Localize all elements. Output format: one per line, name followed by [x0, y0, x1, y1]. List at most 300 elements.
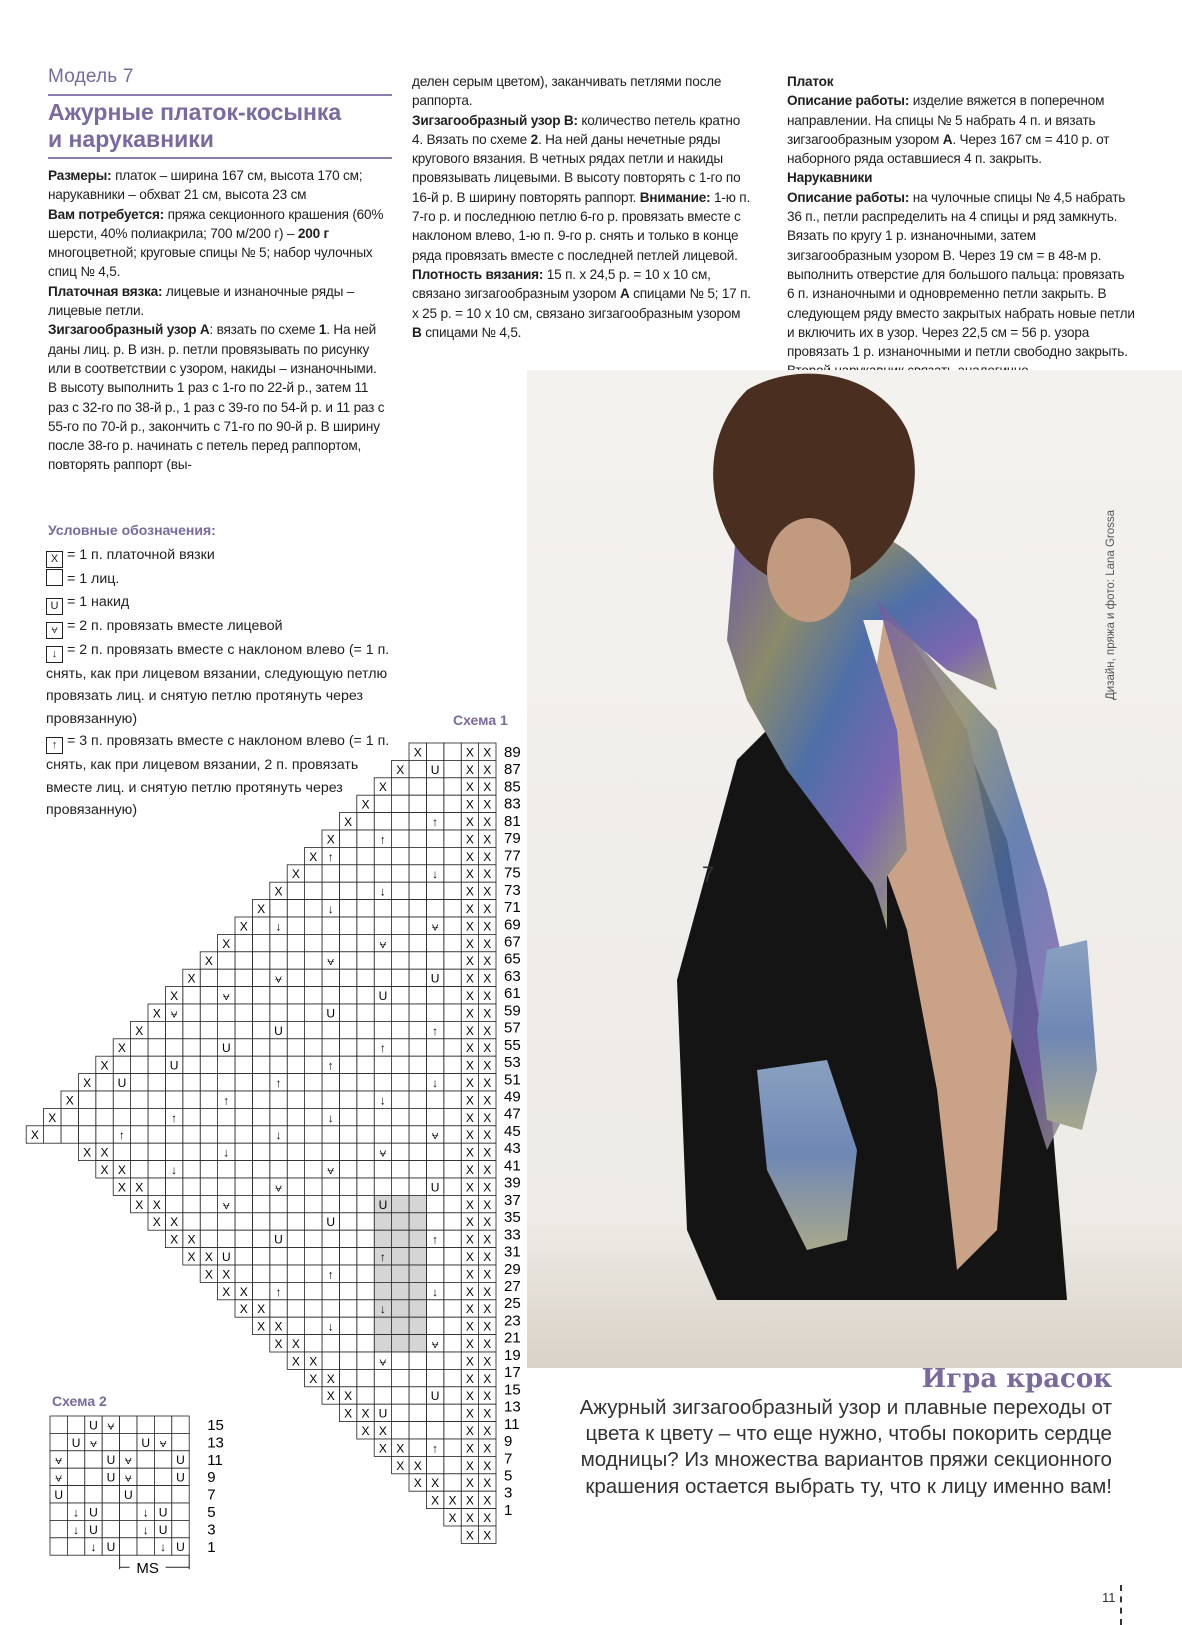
- chart-symbol: ↓: [171, 1163, 178, 1177]
- chart-symbol: X: [361, 797, 370, 812]
- chart-symbol: X: [483, 1215, 492, 1230]
- chart-symbol: X: [483, 1041, 492, 1056]
- chart-symbol: X: [465, 1250, 474, 1264]
- chart-symbol: ⩝: [124, 1470, 132, 1485]
- sleeve-desc-text: на чулочные спицы № 4,5 набрать 36 п., петли распределить на 4 спицы и ряд замкнуть. Вязать по кругу 1 р. изнаночными, затем зигзагообразным узором В. Через 19 см = в 48-м р. выполнить отверстие для большого пальца: провязать 6 п. изнаночными и одновременно петли закрыть. В следующем ряду вместо закрытых набрать новые петли и включить их в узор. Через 22,5 см = 56 р. узора провязать 1 р. изнаночными и петли свободно закрыть.: [787, 189, 1135, 360]
- chart-symbol: X: [465, 919, 474, 934]
- chart-symbol: U: [106, 1540, 116, 1555]
- chart-symbol: X: [483, 1023, 492, 1038]
- chart-symbol: ↑: [432, 815, 439, 829]
- legend-text: = 1 лиц.: [67, 571, 120, 587]
- row-number: 33: [504, 1226, 521, 1244]
- chart-symbol: X: [187, 1250, 196, 1264]
- chart-symbol: ⩝: [379, 1145, 387, 1160]
- chart-symbol: X: [483, 832, 492, 847]
- chart-symbol: X: [396, 1458, 405, 1473]
- chart-cell: [172, 1520, 189, 1537]
- chart-symbol: X: [239, 919, 248, 934]
- chart-symbol: X: [465, 1232, 474, 1247]
- chart-symbol: ↓: [142, 1522, 149, 1537]
- chart-symbol: U: [378, 1197, 388, 1212]
- chart-symbol: X: [465, 849, 474, 864]
- chart-cell: [50, 1520, 67, 1537]
- chart-symbol: X: [465, 815, 474, 829]
- chart-symbol: X: [448, 1511, 457, 1525]
- chart-symbol: X: [465, 1197, 474, 1212]
- row-number: 49: [504, 1088, 521, 1106]
- chart-symbol: ⩝: [90, 1435, 97, 1450]
- chart-symbol: X: [483, 1076, 492, 1090]
- chart-symbol: X: [135, 1023, 144, 1038]
- chart-symbol: X: [483, 1284, 492, 1299]
- needs-text-2: многоцветной; круговые спицы № 5; набор чулочных спиц № 4,5.: [48, 245, 373, 280]
- row-number: 17: [504, 1364, 521, 1382]
- chart-symbol: ↑: [379, 1250, 386, 1264]
- chart-symbol: X: [483, 971, 492, 986]
- chart-symbol: X: [257, 1302, 266, 1317]
- chart-symbol: X: [257, 1319, 266, 1334]
- chart-cell: [85, 1486, 102, 1503]
- chart-symbol: X: [465, 1145, 474, 1160]
- legend-text: = 1 накид: [67, 593, 130, 610]
- chart-symbol: X: [257, 902, 266, 916]
- row-number: 55: [504, 1036, 521, 1054]
- chart-symbol: X: [483, 1232, 492, 1247]
- attention-label: Внимание:: [639, 189, 711, 205]
- chart-symbol: X: [483, 1389, 492, 1404]
- density-label: Плотность вязания:: [412, 266, 544, 282]
- chart-symbol: X: [483, 884, 492, 899]
- chart-symbol: ↑: [327, 849, 334, 864]
- chart-symbol: U: [274, 1232, 283, 1247]
- sizes-label: Размеры:: [48, 168, 112, 183]
- chart-symbol: ↑: [327, 1267, 334, 1282]
- chart-symbol: X: [483, 1371, 492, 1386]
- chart-symbol: U: [274, 1023, 283, 1038]
- chart-symbol: X: [465, 902, 474, 916]
- row-number: 75: [504, 864, 521, 882]
- row-number: 3: [504, 1484, 513, 1502]
- sizes-text: платок – ширина 167 см, высота 170 см; нарукавники – обхват 21 см, высота 23 см: [48, 168, 363, 203]
- row-number: 9: [207, 1469, 216, 1487]
- chart-symbol: X: [483, 1250, 492, 1264]
- chart-symbol: X: [465, 832, 474, 847]
- chart-symbol: ⩝: [431, 919, 439, 934]
- chart-cell: [120, 1416, 137, 1433]
- chart-symbol: U: [106, 1453, 116, 1468]
- schema-1-label: Схема 1: [453, 712, 508, 728]
- chart-symbol: U: [378, 989, 388, 1003]
- chart-symbol: ↓: [160, 1540, 167, 1555]
- chart-symbol: X: [239, 1284, 248, 1299]
- chart-symbol: ↑: [432, 1023, 439, 1038]
- chart-symbol: ⩝: [431, 1128, 439, 1143]
- chart-symbol: X: [465, 1406, 474, 1421]
- chart-symbol: ⩝: [159, 1435, 167, 1450]
- chart-symbol: U: [158, 1522, 168, 1537]
- chart-symbol: X: [152, 1197, 161, 1212]
- chart-symbol: ↓: [275, 1128, 282, 1143]
- chart-symbol: X: [465, 1389, 474, 1404]
- chart-symbol: X: [83, 1076, 92, 1090]
- chart-symbol: X: [483, 954, 492, 969]
- chart-symbol: X: [413, 745, 422, 760]
- chart-symbol: X: [361, 1406, 370, 1421]
- row-number: 3: [207, 1521, 216, 1539]
- chart-symbol: X: [396, 762, 405, 777]
- zigzag-a-label: Зигзагообразный узор А: [48, 322, 210, 338]
- chart-symbol: X: [204, 1267, 213, 1282]
- chart-symbol: X: [483, 1267, 492, 1282]
- garter-stitch-symbol-icon: X: [46, 551, 63, 568]
- chart-cell: [102, 1503, 119, 1520]
- chart-symbol: X: [117, 1041, 126, 1056]
- row-number: 41: [504, 1157, 521, 1175]
- shawl-heading-text: Платок: [787, 74, 834, 89]
- chart-symbol: X: [465, 1076, 474, 1090]
- attention-text: 1-ю п. 7-го р. и последнюю петлю 6-го р. провязать вместе с наклоном влево, 1-ю п. 9-го р. снять и только в конце ряда провязать вместе с последней петлей лицевой.: [412, 189, 751, 263]
- chart-symbol: X: [274, 1319, 283, 1334]
- density-text: 15 п. х 24,5 р. = 10 х 10 см, связано зигзагообразным узором: [412, 266, 711, 302]
- chart-cell: [102, 1520, 119, 1537]
- chart-symbol: X: [65, 1093, 74, 1108]
- chart-symbol: X: [465, 1337, 474, 1351]
- chart-symbol: X: [117, 1180, 126, 1195]
- chart-cell: [67, 1451, 84, 1468]
- row-number: 15: [207, 1417, 224, 1434]
- chart-cell: [172, 1433, 189, 1450]
- chart-symbol: X: [465, 1284, 474, 1299]
- chart-symbol: X: [483, 745, 492, 760]
- row-number: 39: [504, 1174, 521, 1192]
- chart-symbol: X: [187, 971, 196, 986]
- row-number: 53: [504, 1054, 521, 1072]
- density-a: А: [619, 286, 630, 302]
- legend-text: = 3 п. провязать вместе с наклоном влево (= 1 п. снять, как при лицевом вязании, 2 п. провязать вместе лиц. и снятую петлю протянуть через провязанную): [46, 733, 390, 818]
- chart-symbol: U: [430, 1389, 440, 1404]
- chart-symbol: X: [396, 1441, 405, 1456]
- garter-text: лицевые и изнаночные ряды – лицевые петли.: [48, 283, 355, 319]
- sleeve-heading-text: Нарукавники: [787, 170, 873, 186]
- chart-symbol: X: [187, 1232, 196, 1247]
- chart-symbol: X: [413, 1476, 422, 1491]
- chart-symbol: X: [309, 1354, 318, 1369]
- chart-symbol: X: [483, 1406, 492, 1421]
- chart-symbol: U: [378, 1406, 388, 1421]
- chart-symbol: X: [483, 1163, 492, 1177]
- chart-symbol: ↓: [432, 1284, 439, 1299]
- chart-symbol: X: [465, 1128, 474, 1143]
- chart-symbol: X: [483, 1476, 492, 1491]
- chart-symbol: X: [465, 1441, 474, 1456]
- chart-symbol: X: [326, 1371, 335, 1386]
- row-number: 73: [504, 881, 521, 899]
- chart-symbol: X: [465, 1528, 474, 1543]
- chart-symbol: U: [430, 762, 440, 777]
- row-number: 23: [504, 1312, 521, 1330]
- chart-symbol: X: [100, 1145, 109, 1160]
- chart-symbol: U: [176, 1470, 185, 1485]
- chart-symbol: X: [465, 797, 474, 812]
- chart-symbol: ⩝: [275, 1180, 282, 1195]
- chart-symbol: X: [465, 1163, 474, 1177]
- chart-symbol: U: [141, 1435, 151, 1450]
- shawl-desc-label: Описание работы:: [787, 93, 910, 109]
- chart-symbol: X: [465, 1215, 474, 1230]
- row-number: 81: [504, 812, 521, 830]
- chart-symbol: X: [465, 867, 474, 882]
- row-number: 61: [504, 985, 521, 1003]
- chart-symbol: X: [83, 1145, 92, 1160]
- legend-title: Условные обозначения:: [48, 522, 216, 538]
- model-photo: [527, 370, 1182, 1368]
- chart-symbol: X: [483, 1128, 492, 1143]
- chart-symbol: X: [465, 1180, 474, 1195]
- row-number: 85: [504, 778, 521, 796]
- chart-cell: [67, 1416, 84, 1433]
- chart-symbol: X: [448, 1493, 457, 1508]
- chart-symbol: X: [170, 989, 179, 1003]
- row-number: 43: [504, 1140, 521, 1158]
- chart-cell: [50, 1503, 67, 1520]
- row-number: 13: [504, 1398, 521, 1416]
- chart-symbol: X: [465, 936, 474, 951]
- chart-cell: [120, 1433, 137, 1450]
- model-photo-illustration: [527, 370, 1182, 1368]
- chart-symbol: X: [483, 1337, 492, 1351]
- chart-symbol: U: [176, 1540, 185, 1555]
- row-number: 9: [504, 1433, 513, 1451]
- chart-symbol: ↑: [118, 1128, 125, 1143]
- chart-cell: [67, 1538, 84, 1555]
- chart-symbol: ↑: [275, 1076, 282, 1090]
- chart-symbol: U: [158, 1505, 168, 1520]
- chart-cell: [50, 1538, 67, 1555]
- row-number: 11: [207, 1451, 223, 1469]
- chart-symbol: X: [204, 954, 213, 969]
- row-number: 21: [504, 1329, 521, 1347]
- row-number: 57: [504, 1019, 521, 1037]
- chart-symbol: X: [483, 1006, 492, 1021]
- k2tog-symbol-icon: ⩝: [46, 622, 63, 639]
- model-label: Модель 7: [48, 66, 134, 87]
- chart-symbol: ↓: [432, 867, 439, 882]
- chart-symbol: X: [274, 1337, 283, 1351]
- shawl-desc-bold: А: [942, 131, 953, 147]
- chart-symbol: X: [152, 1215, 161, 1230]
- chart-symbol: ⩝: [170, 1006, 178, 1021]
- chart-symbol: ⩝: [55, 1453, 63, 1468]
- zigzag-b-text: количество петель кратно 4. Вязать по схеме: [412, 112, 741, 147]
- row-number: 69: [504, 916, 521, 934]
- row-number: 87: [504, 761, 521, 779]
- row-number: 51: [504, 1071, 521, 1089]
- chart-symbol: X: [483, 1511, 492, 1525]
- chart-symbol: X: [483, 1493, 492, 1508]
- chart-symbol: ↑: [379, 1041, 386, 1056]
- chart-symbol: X: [413, 1458, 422, 1473]
- chart-symbol: X: [100, 1058, 109, 1073]
- zigzag-a-bold: 1: [318, 322, 327, 338]
- chart-symbol: ↓: [275, 919, 282, 934]
- chart-symbol: ↓: [379, 884, 386, 899]
- row-number: 7: [504, 1450, 513, 1468]
- chart-symbol: ⩝: [275, 971, 282, 986]
- chart-cell: [154, 1486, 171, 1503]
- chart-cell: [67, 1486, 84, 1503]
- page-number: 11: [1102, 1590, 1116, 1605]
- chart-symbol: U: [106, 1470, 116, 1485]
- chart-symbol: U: [71, 1435, 81, 1450]
- chart-symbol: X: [274, 884, 283, 899]
- row-number: 35: [504, 1209, 521, 1227]
- chart-symbol: U: [430, 1180, 440, 1195]
- chart-symbol: X: [326, 832, 335, 847]
- chart-symbol: ⩝: [222, 989, 230, 1003]
- chart-symbol: ↑: [223, 1093, 230, 1108]
- chart-symbol: X: [483, 902, 492, 916]
- chart-symbol: X: [465, 1110, 474, 1125]
- density-text-2: спицами № 5; 17 п. х 25 р. = 10 х 10 см, связано зигзагообразным узором: [412, 286, 751, 321]
- row-number: 5: [207, 1504, 216, 1521]
- chart-symbol: X: [152, 1006, 161, 1021]
- chart-cell: [50, 1433, 67, 1450]
- chart-symbol: U: [176, 1453, 185, 1468]
- legend-text: = 1 п. платочной вязки: [67, 547, 215, 563]
- row-number: 1: [207, 1538, 216, 1556]
- chart-symbol: ⩝: [107, 1418, 115, 1433]
- chart-symbol: ↓: [223, 1145, 230, 1160]
- chart-symbol: X: [465, 1493, 474, 1508]
- chart-symbol: X: [465, 1319, 474, 1334]
- chart-symbol: X: [483, 1197, 492, 1212]
- chart-symbol: U: [221, 1250, 231, 1264]
- chart-symbol: U: [54, 1488, 64, 1502]
- chart-symbol: ↑: [379, 832, 386, 847]
- chart-symbol: ↑: [327, 1058, 334, 1073]
- chart-cell: [172, 1486, 189, 1503]
- chart-symbol: X: [135, 1197, 144, 1212]
- chart-symbol: X: [483, 1424, 492, 1438]
- chart-symbol: X: [465, 1354, 474, 1369]
- shawl-desc-text: изделие вяжется в поперечном направлении. На спицы № 5 набрать 4 п. и вязать зигзагообразным узором: [787, 93, 1105, 147]
- chart-cell: [154, 1416, 171, 1433]
- chart-symbol: X: [465, 1476, 474, 1491]
- chart-symbol: X: [483, 849, 492, 864]
- chart-symbol: X: [483, 1110, 492, 1125]
- chart-cell: [120, 1503, 137, 1520]
- chart-symbol: X: [465, 1302, 474, 1317]
- row-number: 15: [504, 1381, 521, 1399]
- chart-cell: [102, 1486, 119, 1503]
- row-number: 1: [504, 1501, 513, 1519]
- chart-symbol: U: [326, 1006, 336, 1021]
- repeat-label: MS: [136, 1560, 159, 1578]
- chart-symbol: X: [344, 1389, 353, 1404]
- chart-symbol: X: [378, 1441, 387, 1456]
- title-line-1: Ажурные платок-косынка: [48, 99, 342, 125]
- chart-cell: [137, 1416, 154, 1433]
- chart-symbol: ⩝: [124, 1453, 132, 1468]
- chart-symbol: X: [483, 936, 492, 951]
- shawl-desc-text-2: . Через 167 см = 410 р. от наборного ряда оставшиеся 4 п. закрыть.: [787, 131, 1110, 167]
- chart-cell: [85, 1451, 102, 1468]
- feature-blurb: Ажурный зигзагообразный узор и плавные переходы от цвета к цвету – что еще нужно, чтобы покорить сердце модницы? Из множества вариантов пряжи секционного крашения остается выбрать ту, что к лицу именно вам!: [579, 1396, 1112, 1498]
- chart-symbol: X: [465, 1267, 474, 1282]
- chart-symbol: U: [89, 1418, 98, 1433]
- chart-symbol: X: [378, 1424, 387, 1438]
- chart-symbol: ↓: [73, 1522, 80, 1537]
- chart-symbol: ↓: [142, 1505, 149, 1520]
- chart-symbol: ↑: [275, 1284, 282, 1299]
- ssk-symbol-icon: ↓: [46, 646, 63, 663]
- chart-symbol: X: [378, 780, 387, 795]
- row-number: 65: [504, 950, 521, 968]
- chart-symbol: ⩝: [327, 1163, 335, 1177]
- chart-cell: [137, 1538, 154, 1555]
- chart-symbol: ↑: [171, 1110, 178, 1125]
- chart-symbol: X: [483, 989, 492, 1003]
- chart-symbol: ↓: [327, 1319, 334, 1334]
- row-number: 83: [504, 795, 521, 813]
- chart-symbol: X: [170, 1232, 179, 1247]
- row-number: 67: [504, 933, 521, 951]
- chart-symbol: X: [465, 1458, 474, 1473]
- chart-symbol: ↓: [379, 1093, 386, 1108]
- chart-symbol: X: [309, 849, 318, 864]
- chart-cell: [85, 1468, 102, 1485]
- chart-symbol: ↓: [327, 1110, 334, 1125]
- chart-symbol: ⩝: [55, 1470, 63, 1485]
- chart-symbol: U: [123, 1488, 133, 1502]
- chart-symbol: ↑: [432, 1232, 439, 1247]
- row-number: 5: [504, 1467, 513, 1485]
- row-number: 11: [504, 1415, 520, 1433]
- row-number: 31: [504, 1243, 521, 1261]
- chart-symbol: X: [309, 1371, 318, 1386]
- chart-symbol: X: [465, 1093, 474, 1108]
- chart-symbol: ⩝: [379, 936, 387, 951]
- chart-symbol: X: [30, 1128, 39, 1143]
- chart-symbol: X: [361, 1424, 370, 1438]
- chart-symbol: X: [291, 1354, 300, 1369]
- sk2p-symbol-icon: ↑: [46, 737, 63, 754]
- chart-symbol: X: [483, 1458, 492, 1473]
- chart-symbol: U: [326, 1215, 336, 1230]
- chart-symbol: X: [483, 1528, 492, 1543]
- chart-symbol: X: [344, 815, 353, 829]
- chart-symbol: X: [465, 1511, 474, 1525]
- chart-symbol: X: [222, 1267, 231, 1282]
- row-number: 37: [504, 1191, 521, 1209]
- chart-symbol: X: [465, 1058, 474, 1073]
- chart-symbol: X: [100, 1163, 109, 1177]
- zigzag-b-bold: 2: [530, 131, 538, 147]
- chart-symbol: X: [483, 1319, 492, 1334]
- chart-symbol: X: [483, 780, 492, 795]
- needs-bold: 200 г: [297, 225, 329, 241]
- chart-symbol: X: [48, 1110, 57, 1125]
- needs-text: пряжа секционного крашения (60% шерсти, 40% полиакрила; 700 м/200 г) –: [48, 206, 384, 241]
- row-number: 71: [504, 899, 521, 917]
- chart-symbol: X: [222, 936, 231, 951]
- row-number: 45: [504, 1122, 521, 1140]
- chart-symbol: X: [483, 919, 492, 934]
- chart-symbol: X: [465, 1023, 474, 1038]
- legend-text: = 2 п. провязать вместе с наклоном влево (= 1 п. снять, как при лицевом вязании, следующую петлю провязать лиц. и снятую петлю протянуть через провязанную): [46, 641, 390, 727]
- chart-symbol: X: [465, 1424, 474, 1438]
- chart-cell: [172, 1503, 189, 1520]
